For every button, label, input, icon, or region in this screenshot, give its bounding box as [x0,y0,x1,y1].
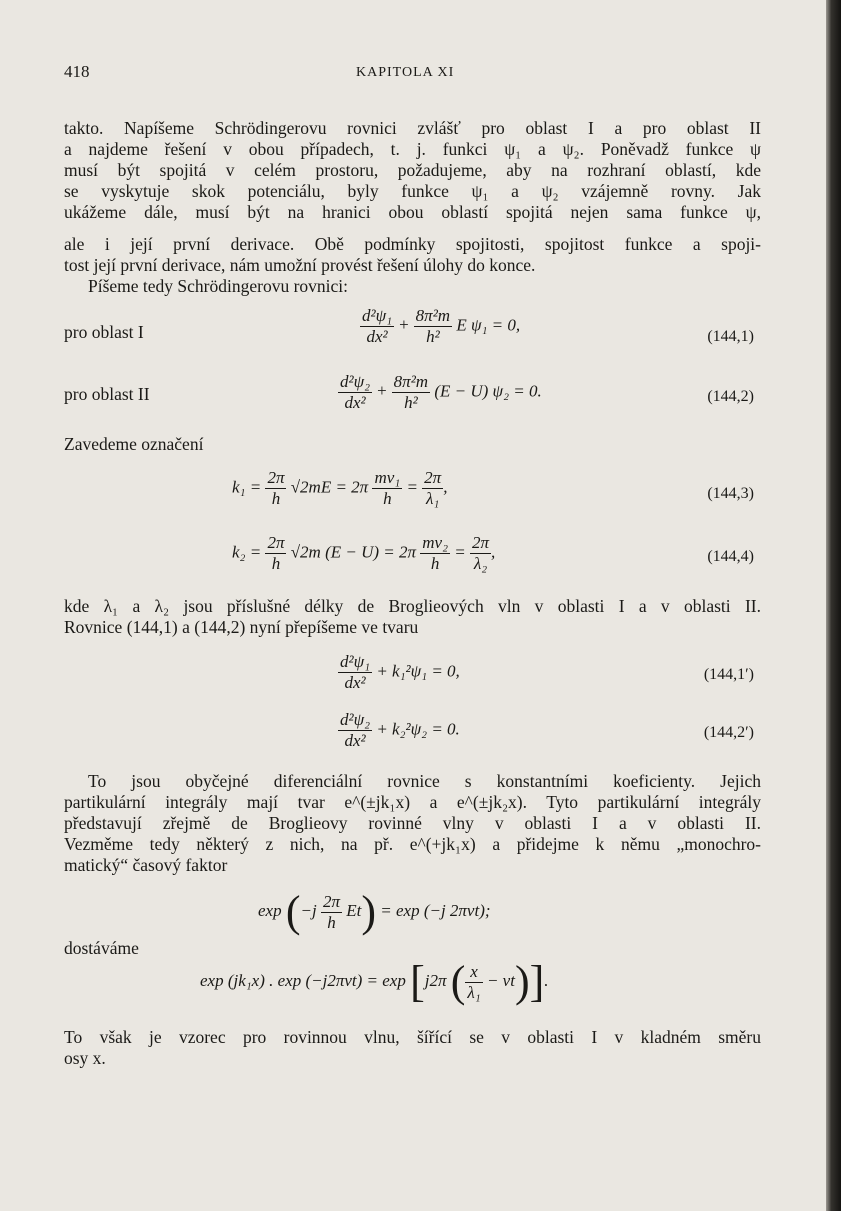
text-line: ale i její první derivace. Obě podmínky spojitosti, spojitost funkce a spoji- [64,234,761,254]
fraction: $\frac{2\pi}{h}$ [267,533,285,573]
equation-144-2: $\frac{\text{d²ψ₂}}{\text{dx²}}$ + $\frac{\text{8π²m}}{\text{h²}}$ (E − U) ψ₂ = 0. [340,372,542,412]
fraction: $\frac{2\pi}{\text{λ₁}}$ [424,468,442,508]
fraction: $\frac{\text{mv₁}}{h}$ [374,468,401,508]
chapter-heading: KAPITOLA XI [356,65,455,80]
fraction: $\frac{\text{d²ψ₂}}{\text{dx²}}$ [340,710,371,750]
equation-label: pro oblast I [64,322,144,342]
text-line: matický“ časový faktor [64,855,228,875]
equation-144-1: $\frac{\text{d²ψ₁}}{\text{dx²}}$ + $\frac{\text{8π²m}}{\text{h²}}$ E ψ₁ = 0, [362,306,521,346]
fraction: $\frac{2\pi}{\text{λ₂}}$ [472,533,490,573]
equation-time-factor: exp (−j $\frac{2\pi}{h}$ Et) = exp (−j 2πνt); [258,887,491,936]
equation-number: (144,2′) [703,724,754,741]
equation-number: (144,4) [707,548,754,565]
text-line: ukážeme dále, musí být na hranici obou oblastí spojitá nejen sama funkce ψ, [64,202,761,222]
text-line: Zavedeme označení [64,434,204,454]
right-bracket: ] [529,957,545,1006]
text-line: partikulární integrály mají tvar e^(±jk₁x) a e^(±jk₂x). Tyto partikulární integrály [64,792,761,812]
text-line: Píšeme tedy Schrödingerovu rovnici: [88,276,349,296]
fraction: $\frac{\text{8π²m}}{\text{h²}}$ [393,372,429,412]
right-paren: ) [361,887,376,936]
text-line: a najdeme řešení v obou případech, t. j. funkci ψ₁ a ψ₂. Poněvadž funkce ψ [64,139,761,159]
fraction: $\frac{\text{d²ψ₂}}{\text{dx²}}$ [340,372,371,412]
equation-144-3: k₁ = $\frac{2\pi}{h}$ √2mE = 2π $\frac{\text{mv₁}}{h}$ = $\frac{2\pi}{\text{λ₁}}$ , [232,468,448,508]
left-paren: ( [450,957,466,1006]
text-line: dostáváme [64,938,139,958]
text-line: osy x. [64,1048,106,1068]
equation-144-2-prime: $\frac{\text{d²ψ₂}}{\text{dx²}}$ + k₂²ψ₂ = 0. [340,710,460,750]
left-bracket: [ [410,957,425,1006]
right-paren: ) [514,957,530,1006]
text-line: Rovnice (144,1) a (144,2) nyní přepíšeme ve tvaru [64,617,419,637]
fraction: $\frac{\text{d²ψ₁}}{\text{dx²}}$ [340,652,371,692]
equation-number: (144,3) [707,485,754,502]
text-line: Vezměme tedy některý z nich, na př. e^(+jk₁x) a přidejme k němu „monochro- [64,834,761,854]
text-line: představují zřejmě de Broglieovy rovinné vlny v oblasti I a v oblasti II. [64,813,761,833]
left-paren: ( [285,887,301,936]
fraction: $\frac{\text{mv₂}}{h}$ [422,533,449,573]
text-line: kde λ₁ a λ₂ jsou příslušné délky de Broglieových vln v oblasti I a v oblasti II. [64,596,761,616]
equation-144-4: k₂ = $\frac{2\pi}{h}$ √2m (E − U) = 2π $\frac{\text{mv₂}}{h}$ = $\frac{2\pi}{\text{λ₂}}$ , [232,533,496,573]
equation-144-1-prime: $\frac{\text{d²ψ₁}}{\text{dx²}}$ + k₁²ψ₁ = 0, [340,652,460,692]
equation-number: (144,1) [707,328,754,345]
text-line: se vyskytuje skok potenciálu, byly funkce ψ₁ a ψ₂ vzájemně rovny. Jak [64,181,761,201]
equation-number: (144,2) [707,388,754,405]
page-number: 418 [64,62,90,81]
text-line: tost její první derivace, nám umožní provést řešení úlohy do konce. [64,255,536,275]
text-line: To jsou obyčejné diferenciální rovnice s konstantními koeficienty. Jejich [88,771,761,791]
fraction: $\frac{2\pi}{h}$ [322,891,340,932]
text-line: To však je vzorec pro rovinnou vlnu, šířící se v oblasti I v kladném směru [64,1027,761,1047]
text-line: takto. Napíšeme Schrödingerovu rovnici zvlášť pro oblast I a pro oblast II [64,118,761,138]
book-edge [826,0,841,1211]
equation-label: pro oblast II [64,384,150,404]
text-line: musí být spojitá v celém prostoru, požadujeme, aby na rozhraní oblastí, kde [64,160,761,180]
fraction: $\frac{2\pi}{h}$ [267,468,285,508]
equation-plane-wave: exp (jk₁x) . exp (−j2πνt) = exp [j2π ( $\frac{x}{\text{λ₁}}$ − νt)]. [200,957,549,1006]
fraction: $\frac{x}{\text{λ₁}}$ [467,961,481,1002]
fraction: $\frac{\text{8π²m}}{\text{h²}}$ [415,306,451,346]
fraction: $\frac{\text{d²ψ₁}}{\text{dx²}}$ [362,306,393,346]
equation-number: (144,1′) [703,666,754,683]
